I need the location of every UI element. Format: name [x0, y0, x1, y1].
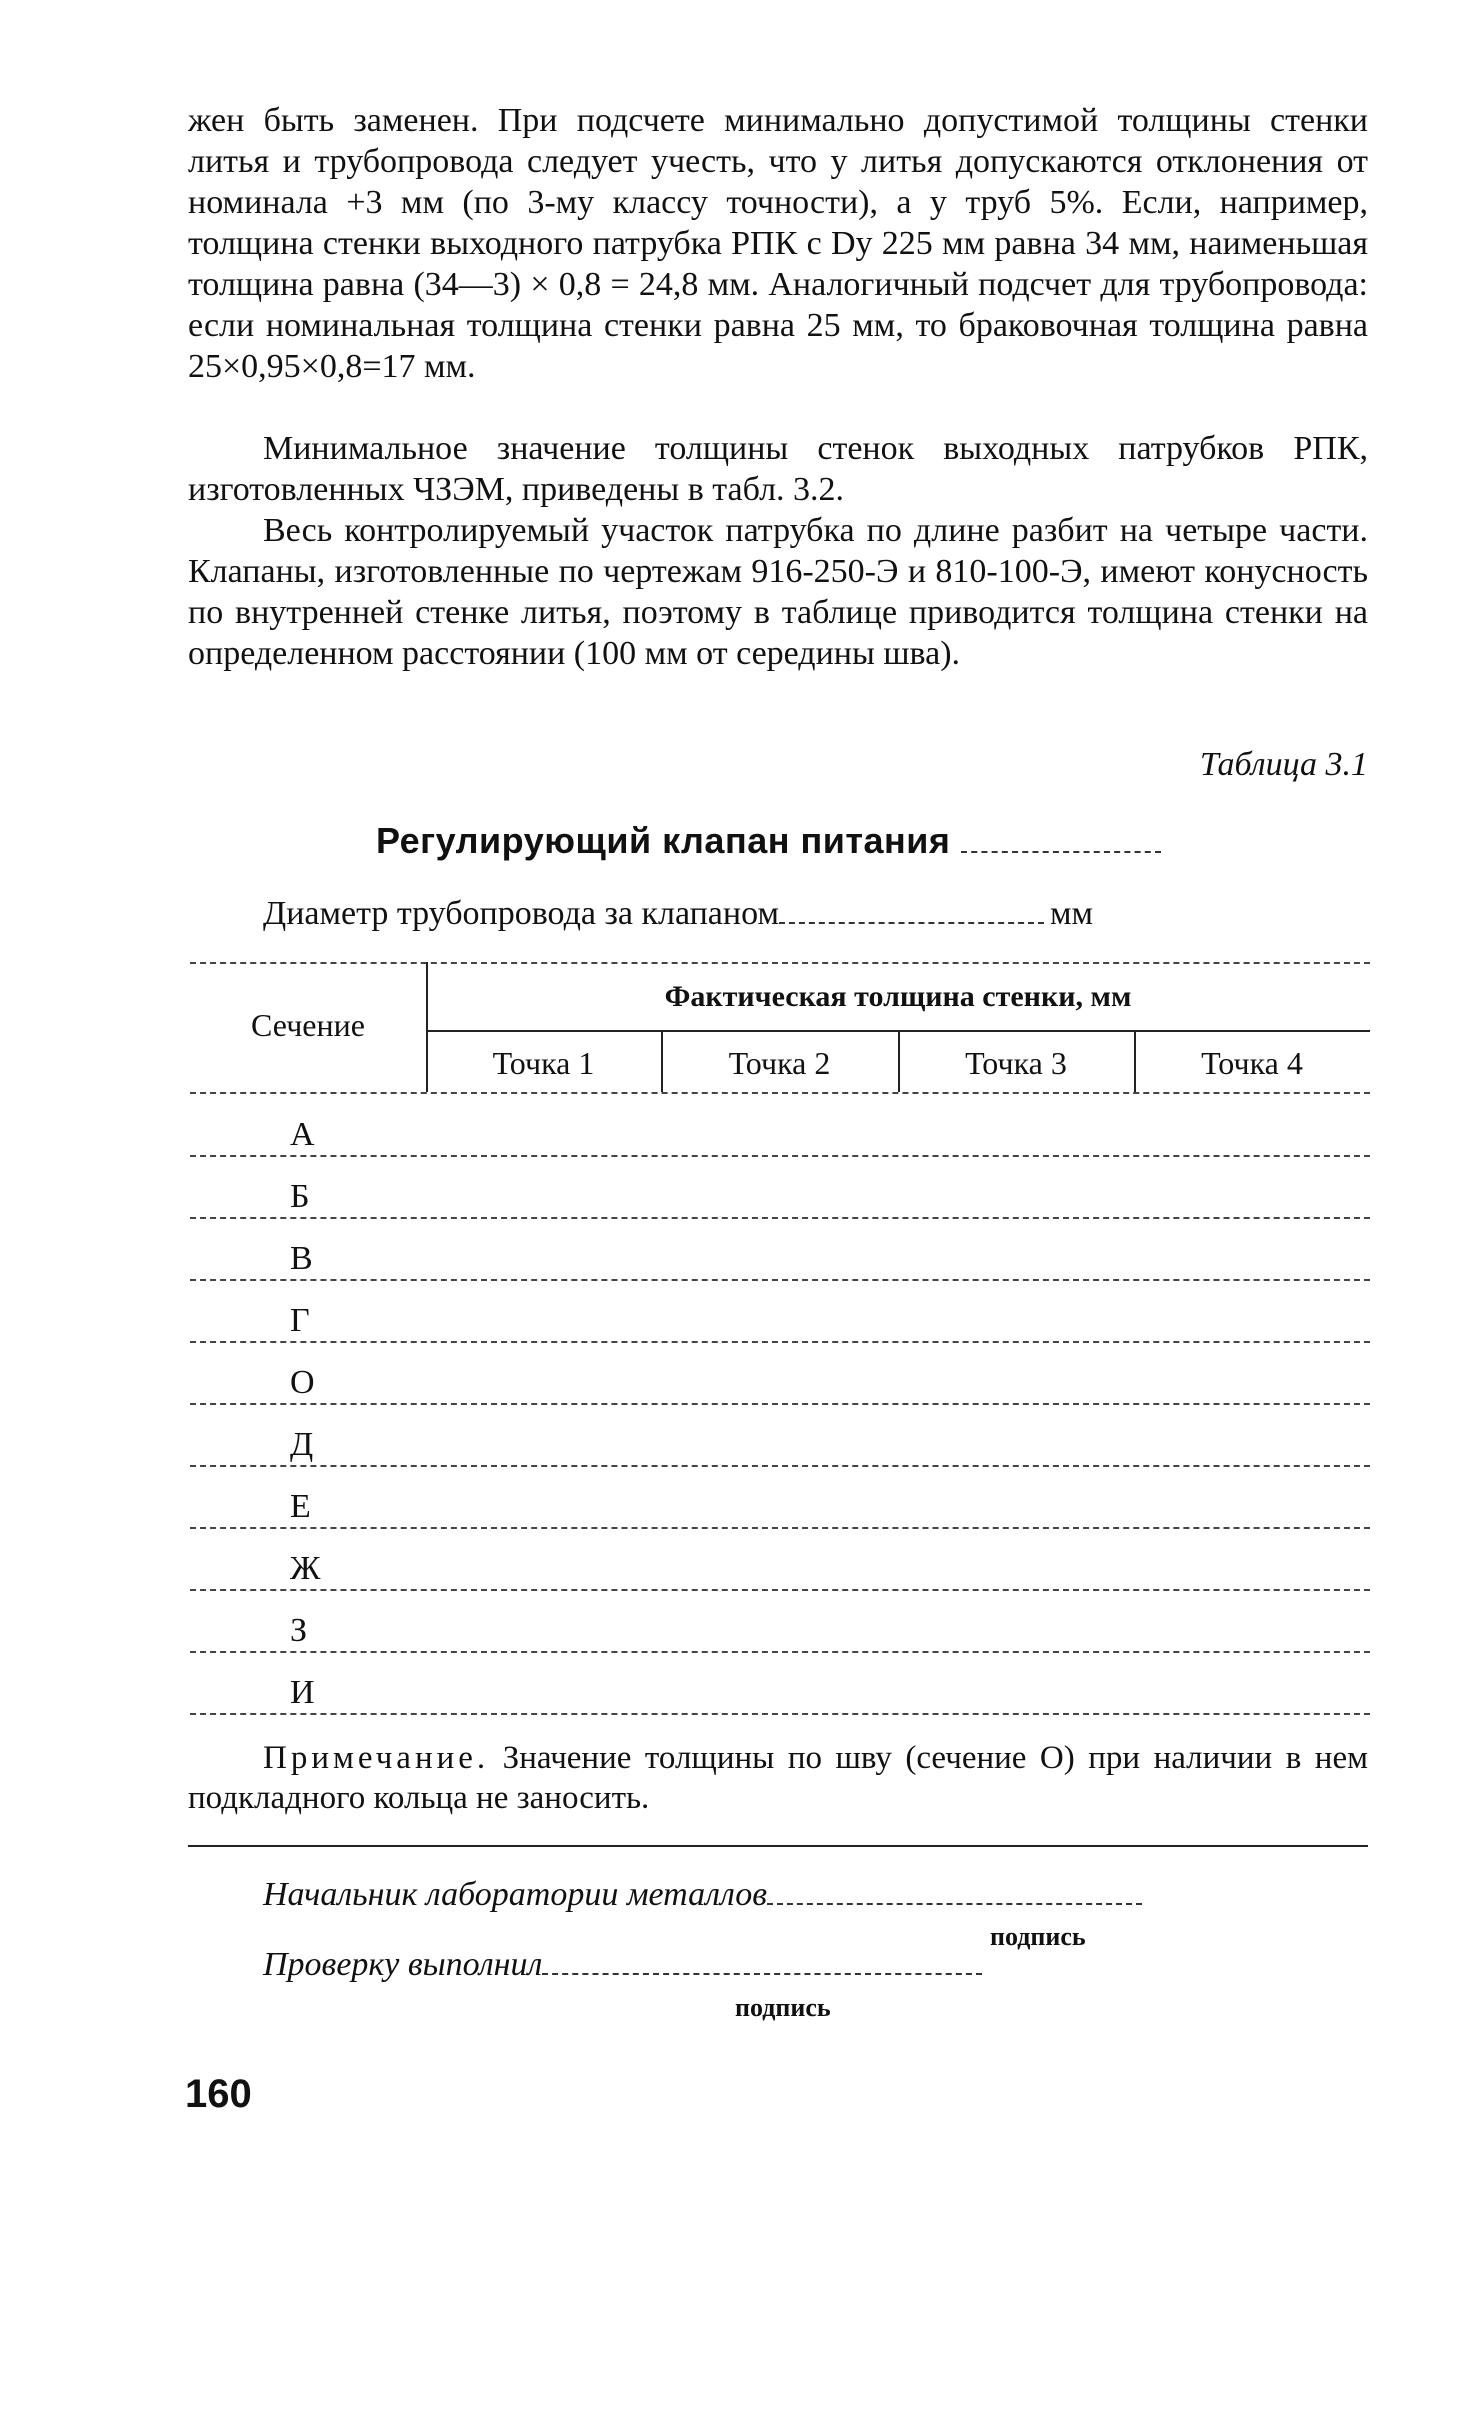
row-label-z: З — [290, 1612, 308, 1649]
row-label-o: О — [290, 1364, 315, 1401]
signature-caption-checker: подпись — [735, 1993, 831, 2022]
point-3-header: Точка 3 — [965, 1045, 1067, 1081]
diameter-unit: мм — [1049, 895, 1093, 932]
valve-blank-line — [961, 851, 1161, 853]
row-rule — [190, 1527, 1370, 1529]
diameter-label: Диаметр трубопровода за клапаном — [263, 895, 779, 932]
row-label-a: А — [290, 1116, 315, 1153]
table-header-bottom-rule — [190, 1092, 1370, 1094]
row-label-d: Д — [290, 1426, 314, 1463]
signature-label-checker: Проверку выполнил — [263, 1946, 543, 1983]
note-text: Значение толщины по шву (сечение О) при наличии в нем подкладного кольца не заносить. — [188, 1740, 1368, 1816]
row-label-g: Г — [290, 1302, 310, 1339]
row-rule — [190, 1651, 1370, 1653]
point-1-header: Точка 1 — [492, 1045, 595, 1081]
row-label-i: И — [290, 1674, 315, 1711]
diameter-line — [263, 895, 1093, 933]
table-note — [188, 1738, 1368, 1818]
table-caption: Таблица 3.1 — [1199, 746, 1368, 783]
signature-blank-checker — [542, 1973, 982, 1975]
note-separator — [188, 1845, 1368, 1847]
table-top-rule — [190, 962, 1370, 964]
row-label-zh: Ж — [290, 1550, 321, 1587]
row-rule — [190, 1465, 1370, 1467]
row-rule — [190, 1155, 1370, 1157]
signature-line-checker — [263, 1946, 982, 1984]
signature-caption-head: подпись — [990, 1922, 1086, 1951]
point-4-header: Точка 4 — [1201, 1045, 1303, 1081]
row-rule — [190, 1217, 1370, 1219]
row-label-v: В — [290, 1240, 313, 1277]
table-bottom-rule — [190, 1713, 1370, 1715]
row-rule — [190, 1589, 1370, 1591]
section-header: Сечение — [251, 1007, 365, 1043]
group-header: Фактическая толщина стенки, мм — [664, 980, 1132, 1013]
diameter-blank-line — [779, 922, 1044, 924]
body-paragraph-3: Весь контролируемый участок патрубка по длине разбит на четыре части. Клапаны, изготовленные по чертежам 916-250-Э и 810-100-Э, имеют конусность по внутренней стенке литья, поэтому в таблице приводится толщина стенки на определенном расстоянии (100 мм от середины шва). — [188, 512, 1368, 672]
row-rule — [190, 1279, 1370, 1281]
body-paragraph-2: Минимальное значение толщины стенок выходных патрубков РПК, изготовленных ЧЗЭМ, приведены в табл. 3.2. — [188, 430, 1368, 508]
row-label-b: Б — [290, 1178, 310, 1215]
row-label-e: Е — [290, 1488, 311, 1525]
row-rule — [190, 1341, 1370, 1343]
note-label: Примечание. — [263, 1740, 490, 1776]
signature-blank-head — [767, 1903, 1142, 1905]
page-number: 160 — [185, 2072, 252, 2116]
point-2-header: Точка 2 — [728, 1045, 831, 1081]
signature-label-head: Начальник лаборатории металлов — [263, 1876, 767, 1913]
form-title — [376, 820, 1161, 862]
row-rule — [190, 1403, 1370, 1405]
signature-line-head — [263, 1876, 1142, 1914]
form-title-text: Регулирующий клапан питания — [376, 820, 951, 861]
body-paragraph-1: жен быть заменен. При подсчете минимально допустимой толщины стенки литья и трубопровода следует учесть, что у литья допускаются отклонения от номинала +3 мм (по 3-му классу точности), а у труб 5%. Если, например, толщина стенки выходного патрубка РПК с Dу 225 мм равна 34 мм, наименьшая толщина равна (34—3) × 0,8 = 24,8 мм. Аналогичный подсчет для трубопровода: если номинальная толщина стенки равна 25 мм, то браковочная толщина равна 25×0,95×0,8=17 мм. — [188, 102, 1368, 385]
